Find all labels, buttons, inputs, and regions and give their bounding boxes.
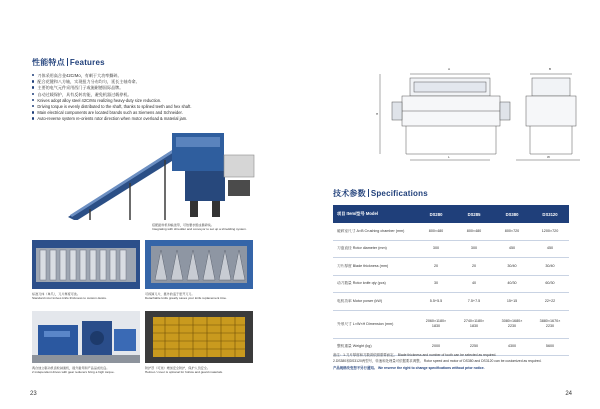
table-cell: 2250 <box>455 338 493 356</box>
gearbox-photo <box>32 311 140 363</box>
table-cell: 2740×1180× 1830 <box>455 310 493 338</box>
page-number-left: 23 <box>30 391 37 397</box>
table-cell: 刀盘直径 Rotor diameter (mm) <box>333 240 417 258</box>
page-number-right: 24 <box>565 391 572 397</box>
spec-header-ds3120: DS3120 <box>531 205 569 223</box>
feature-text: 配合花键和八方轴，实现扭力分布均匀，延长主轴寿命。 <box>37 79 140 85</box>
spec-header-ds280: DS280 <box>417 205 455 223</box>
dimension-label-h: H <box>376 112 379 116</box>
features-title <box>32 57 105 68</box>
table-cell: 外形尺寸 L×W×H Dimension (mm) <box>333 310 417 338</box>
feature-text: 刀体采用高合金42CrMo，有刺于大功率撕碎。 <box>37 73 122 78</box>
feature-text: Knives adopt alloy steel 42CrMo realizing heavy-duty size reduction. <box>37 97 162 103</box>
table-cell: 15+15 <box>493 293 531 311</box>
table-cell: 30/40 <box>531 258 569 276</box>
table-row <box>333 240 569 258</box>
spec-header-item: 项目 Item/型号 Model <box>333 205 417 223</box>
spec-title <box>333 188 428 199</box>
caption-cover <box>145 366 223 374</box>
table-cell: 刀片厚度 Blade thickness (mm) <box>333 258 417 276</box>
bullet-icon <box>32 86 34 88</box>
table-cell: 30/40 <box>493 258 531 276</box>
note-blade: 备注：1.刀片厚度和刀数须依照需要而定。 Blade thickness and number of tooth can be selected as required. <box>333 353 497 357</box>
table-cell: 800×480 <box>455 223 493 240</box>
table-cell: 300 <box>455 240 493 258</box>
spec-table <box>333 205 569 356</box>
title-divider <box>67 58 68 66</box>
caption-conveyor-cn: 搭配振料机和输送带，可依要求组成撕碎线。 <box>152 223 214 227</box>
caption-knives-detachable-cn: 可拆卸刀片，靠外的适于更开刀刀。 <box>145 292 195 296</box>
features-title-en: Features <box>69 58 105 67</box>
feature-text: Driving torque is evenly distributed to the shaft, thanks to splined teeth and hex shaft. <box>37 104 192 110</box>
table-cell: 破碎室尺寸 A×B Crushing chamber (mm) <box>333 223 417 240</box>
bullet-icon <box>32 111 34 113</box>
table-cell: 450 <box>531 240 569 258</box>
table-cell: 300 <box>417 240 455 258</box>
table-cell: 2000 <box>417 338 455 356</box>
table-cell: 800×480 <box>417 223 455 240</box>
table-cell: 5600 <box>531 338 569 356</box>
table-row <box>333 310 569 338</box>
table-cell: 40/30 <box>493 275 531 293</box>
feature-item <box>32 116 292 122</box>
caption-gearbox-cn: 两台独立驱动机齿轮减速机，提升耐用和产品品质优良。 <box>32 366 110 370</box>
note-rotor-speed: 2.DS380和DS3120两型号，转速和处理量可依据要求调整。 Rotor speed and motor of DS380 and DS3120 can be customized as required. <box>333 359 542 363</box>
table-row <box>333 293 569 311</box>
spec-header-ds285: DS285 <box>455 205 493 223</box>
standard-knives-photo <box>32 240 140 289</box>
caption-conveyor-en: Integrating with shredder and conveyor to set up a shredding system. <box>152 227 247 232</box>
bullet-icon <box>32 105 34 107</box>
dimension-label-l: L <box>448 155 450 159</box>
bullet-icon <box>32 117 34 119</box>
title-divider <box>368 189 369 197</box>
feature-text: 自动过载保护，具有反转功能，避免机器过载停机。 <box>37 91 132 97</box>
dimension-label-w: W <box>547 155 550 159</box>
caption-cover-cn: 防护罩（可选）增加安全防护，保护人员安全。 <box>145 366 210 370</box>
spec-header-row <box>333 205 569 223</box>
bullet-icon <box>32 93 34 95</box>
table-cell: 动刀数量 Rotor knife qty (pcs) <box>333 275 417 293</box>
table-cell: 整机重量 Weight (kg) <box>333 338 417 356</box>
spec-header-ds380: DS380 <box>493 205 531 223</box>
bullet-icon <box>32 99 34 101</box>
table-cell: 3880×1670× 2230 <box>531 310 569 338</box>
dimension-label-a: A <box>448 67 451 71</box>
caption-knives-standard <box>32 292 107 300</box>
table-cell: 20 <box>417 258 455 276</box>
bullet-icon <box>32 74 34 76</box>
table-cell: 450 <box>493 240 531 258</box>
table-cell: 60/30 <box>531 275 569 293</box>
table-cell: 7.5+7.5 <box>455 293 493 311</box>
table-cell: 20 <box>455 258 493 276</box>
table-cell: 4300 <box>493 338 531 356</box>
caption-conveyor <box>152 223 247 231</box>
caption-cover-en: Helmet / cover is optional for hollow and guard materials. <box>145 370 223 375</box>
feature-text: Main electrical components are located brands such as Siemens and Schneider. <box>37 110 183 116</box>
caption-knives-standard-cn: 标准刀体（单爪），刀片厚度可选。 <box>32 292 80 296</box>
table-cell: 800×720 <box>493 223 531 240</box>
protective-cover-photo <box>145 311 253 363</box>
caption-knives-standard-en: Standard rotor knives knife thickness to custom desire. <box>32 296 107 301</box>
detachable-knives-photo <box>145 240 253 289</box>
caption-gearbox <box>32 366 115 374</box>
features-title-cn: 性能特点 <box>32 58 65 67</box>
table-row <box>333 275 569 293</box>
table-cell: 2060×1180× 1830 <box>417 310 455 338</box>
bullet-icon <box>32 80 34 82</box>
table-row <box>333 223 569 240</box>
note-disclaimer: 产品规格改变恕不另行通知。 We reserve the right to change specifications without prior notice. <box>333 366 485 370</box>
table-row <box>333 258 569 276</box>
feature-text: Auto-reverse system re-orients rotor direction when motor overload & material jam. <box>37 116 188 122</box>
spec-title-en: Specifications <box>370 189 428 198</box>
table-cell: 3080×1680× 2230 <box>493 310 531 338</box>
features-list <box>32 73 292 123</box>
caption-knives-detachable-en: Detachable knife greatly saves your knife replacement time. <box>145 296 227 301</box>
dimension-label-b: B <box>549 67 552 71</box>
table-cell: 电机功率 Motor power (kW) <box>333 293 417 311</box>
right-page <box>300 0 600 409</box>
table-cell: 1200×720 <box>531 223 569 240</box>
technical-drawing <box>340 62 590 167</box>
table-cell: 22+22 <box>531 293 569 311</box>
table-cell: 40 <box>455 275 493 293</box>
feature-text: 主要的电气元件采用西门子或施耐德国际品牌。 <box>37 85 124 91</box>
spec-title-cn: 技术参数 <box>333 189 366 198</box>
caption-gearbox-en: 2 independent drives with gear reducers bring a high torque. <box>32 370 115 375</box>
table-cell: 30 <box>417 275 455 293</box>
caption-knives-detachable <box>145 292 227 300</box>
conveyor-shredder-photo <box>60 125 280 220</box>
table-cell: 5.5+5.5 <box>417 293 455 311</box>
